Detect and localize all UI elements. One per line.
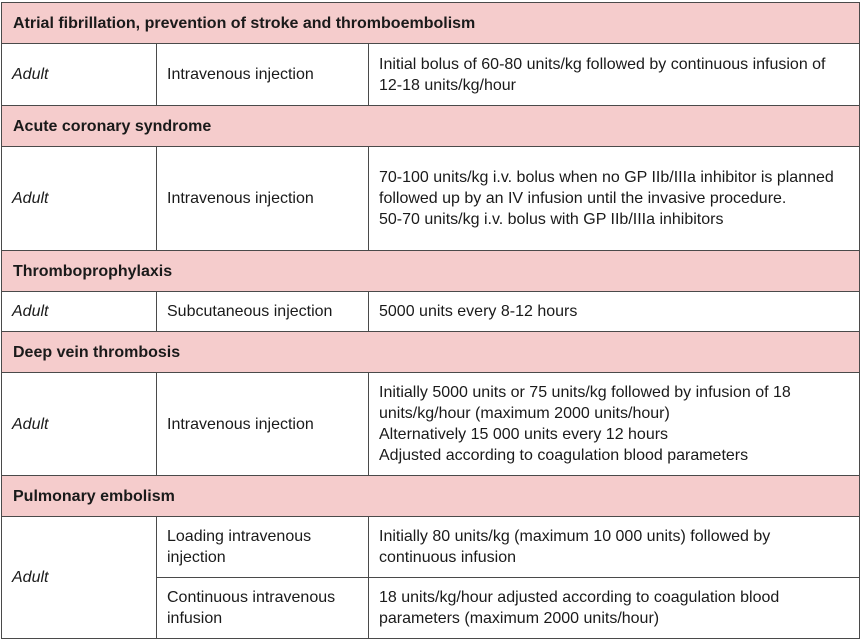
dose-line: 5000 units every 8-12 hours [379, 303, 578, 320]
route-cell: Subcutaneous injection [157, 292, 369, 332]
section-title: Pulmonary embolism [2, 476, 860, 517]
dose-line: 50-70 units/kg i.v. bolus with GP IIb/IIIa inhibitors [379, 211, 724, 228]
dose-line: Initially 5000 units or 75 units/kg followed by infusion of 18 units/kg/hour (maximum 2000 units/hour) [379, 384, 791, 422]
population-cell: Adult [2, 292, 157, 332]
section-title: Deep vein thrombosis [2, 332, 860, 373]
dose-line: 18 units/kg/hour adjusted according to coagulation blood parameters (maximum 2000 units/hour) [379, 589, 780, 627]
population-cell: Adult [2, 373, 157, 476]
dosing-row [2, 44, 860, 106]
dose-line: Adjusted according to coagulation blood parameters [379, 447, 749, 464]
dosing-row [2, 292, 860, 332]
population-cell: Adult [2, 517, 157, 639]
section-title: Acute coronary syndrome [2, 106, 860, 147]
section-header-atrial-fibrillation [2, 3, 860, 44]
dose-cell [369, 578, 860, 639]
dosing-row [2, 517, 860, 578]
route-cell: Intravenous injection [157, 44, 369, 106]
dosing-row [2, 373, 860, 476]
dose-cell [369, 292, 860, 332]
dose-line: 70-100 units/kg i.v. bolus when no GP IIb/IIIa inhibitor is planned followed up by an IV infusion until the invasive procedure. [379, 169, 834, 207]
dose-cell [369, 517, 860, 578]
dose-cell [369, 373, 860, 476]
dose-line: Initial bolus of 60-80 units/kg followed by continuous infusion of 12-18 units/kg/hour [379, 55, 826, 94]
section-header-deep-vein-thrombosis [2, 332, 860, 373]
section-title: Thromboprophylaxis [2, 251, 860, 292]
dose-line: Alternatively 15 000 units every 12 hours [379, 426, 669, 443]
population-cell: Adult [2, 44, 157, 106]
dosing-table [1, 2, 860, 639]
dose-line: Initially 80 units/kg (maximum 10 000 units) followed by continuous infusion [379, 528, 771, 566]
dosing-row [2, 147, 860, 251]
route-cell: Loading intravenous injection [157, 517, 369, 578]
section-header-pulmonary-embolism [2, 476, 860, 517]
route-cell: Intravenous injection [157, 147, 369, 251]
route-cell: Intravenous injection [157, 373, 369, 476]
section-header-thromboprophylaxis [2, 251, 860, 292]
population-cell: Adult [2, 147, 157, 251]
route-cell: Continuous intravenous infusion [157, 578, 369, 639]
section-header-acute-coronary-syndrome [2, 106, 860, 147]
section-title: Atrial fibrillation, prevention of stroke and thromboembolism [2, 3, 860, 44]
dose-cell [369, 147, 860, 251]
dose-cell [369, 44, 860, 106]
